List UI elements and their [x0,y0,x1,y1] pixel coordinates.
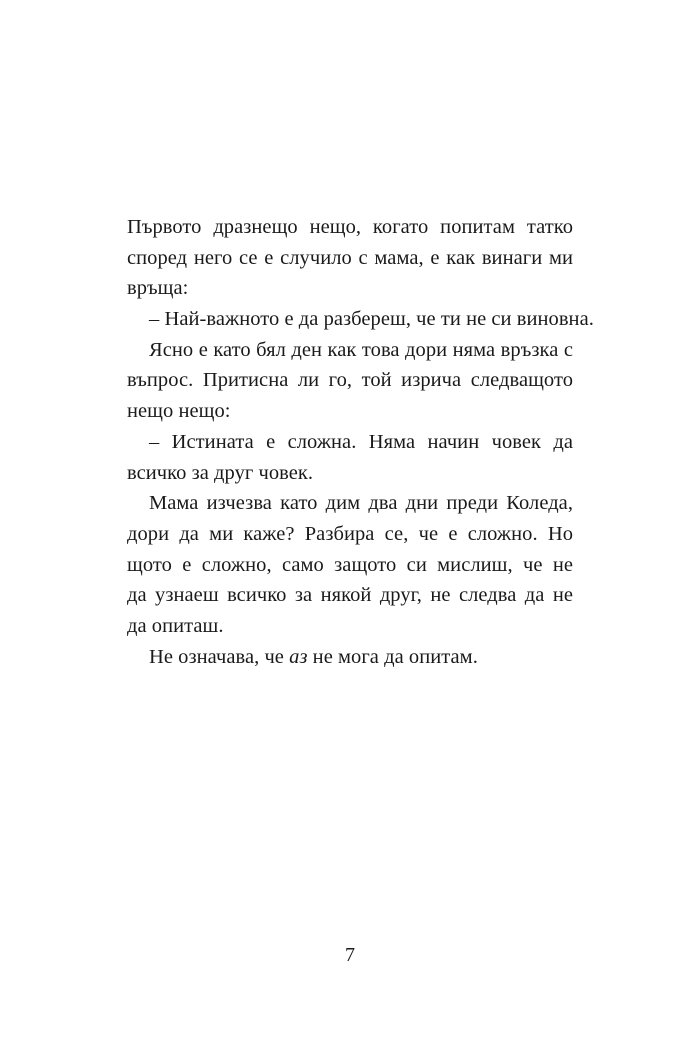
line-1: Първото дразнещо нещо, когато попитам татко [127,216,573,238]
line-4: – Най-важното е да разбереш, че ти не си виновна. [149,308,594,331]
line-7: нещо нещо: [127,400,231,423]
page-number: 7 [345,944,355,966]
line-15-start: Не означава, че [149,645,290,668]
line-11: дори да ми каже? Разбира се, че е сложно. Но [127,522,573,545]
line-3: връща: [127,277,189,300]
line-15 [127,642,573,673]
line-2: според него се е случило с мама, е как винаги ми [127,246,573,269]
line-14: да опиташ. [127,614,224,637]
line-5: Ясно е като бял ден как това дори няма връзка с [149,338,573,361]
line-9: всичко за друг човек. [127,461,314,484]
line-8: – Истината е сложна. Няма начин човек да [149,430,573,453]
line-15-end: не мога да опитам. [307,645,478,668]
line-6: въпрос. Притисна ли го, той изрича следващото [127,369,573,392]
line-10: Мама изчезва като дим два дни преди Коледа, [149,492,573,515]
emphasized-word: аз [289,645,308,668]
line-13: да узнаеш всичко за някой друг, не следва да не [127,584,573,607]
body-text [127,212,594,672]
line-12: щото е сложно, само защото си мислиш, че не [127,553,573,576]
